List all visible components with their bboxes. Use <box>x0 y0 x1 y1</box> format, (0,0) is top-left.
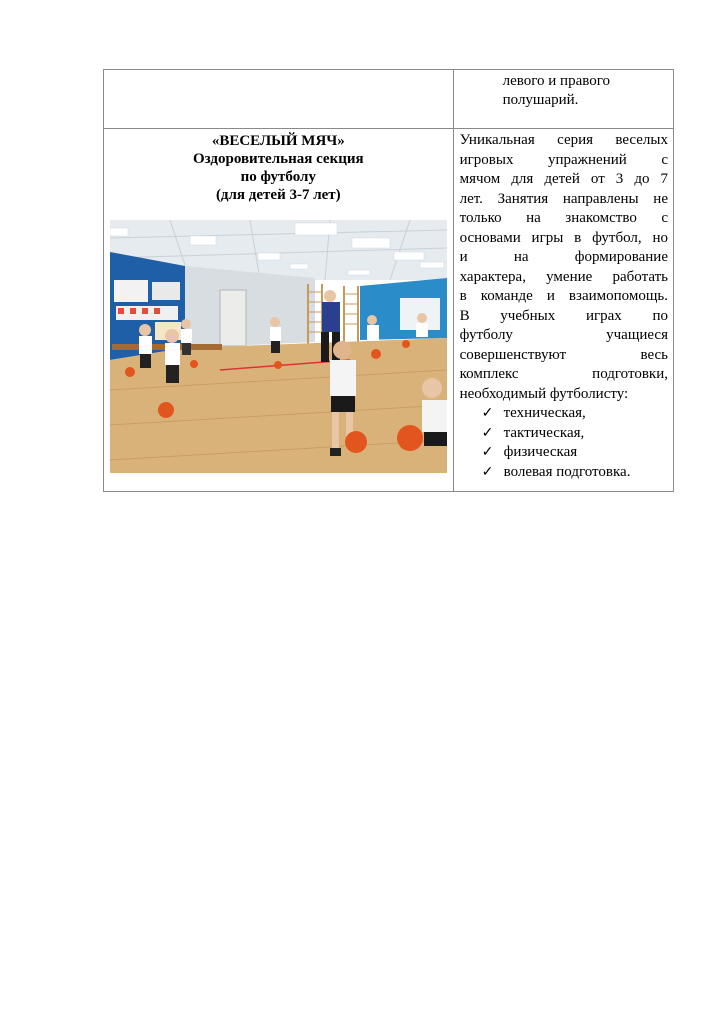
section-heading <box>104 129 453 204</box>
description-line: мячом для детей от 3 до 7 <box>459 171 668 187</box>
section-title: «ВЕСЕЛЫЙ МЯЧ» <box>211 133 345 149</box>
description-cell <box>453 129 673 492</box>
checkmark-icon: ✓ <box>481 425 494 441</box>
checklist-item <box>482 404 668 424</box>
description-line: совершенствуют весь <box>459 346 668 363</box>
description-line: футболу учащиеся <box>459 327 668 343</box>
description-line: в команде и взаимопомощь. <box>459 288 668 304</box>
description-line: лет. Занятия направлены не <box>459 190 668 207</box>
football-class-photo <box>110 220 447 473</box>
checklist-item-label: физическая <box>503 444 578 460</box>
training-checklist <box>460 404 668 482</box>
section-subtitle-sport: по футболу <box>240 169 316 185</box>
table-row <box>104 129 674 492</box>
checklist-item <box>482 424 668 444</box>
checklist-item <box>482 463 668 483</box>
checkmark-icon: ✓ <box>481 406 494 421</box>
description-line: В учебных играх по <box>459 307 668 324</box>
description-line: необходимый футболисту: <box>459 385 629 402</box>
program-table <box>103 69 674 492</box>
table-cell-continuation <box>453 70 673 129</box>
checklist-item-label: техническая, <box>503 405 586 421</box>
section-cell <box>104 129 454 492</box>
description-line: игровых упражнений с <box>459 151 668 168</box>
description-line: только на знакомство с <box>459 210 668 226</box>
checkmark-icon: ✓ <box>481 464 494 480</box>
section-subtitle: Оздоровительная секция <box>192 151 364 167</box>
description-line: Уникальная серия веселых <box>459 132 668 148</box>
table-row <box>104 70 674 129</box>
checklist-item <box>482 443 668 463</box>
checklist-item-label: тактическая, <box>503 424 585 441</box>
description-line: основами игры в футбол, но <box>459 229 668 246</box>
continuation-line: левого и правого <box>502 73 610 89</box>
continuation-line: полушарий. <box>502 92 579 108</box>
table-cell-empty <box>104 70 454 129</box>
description-line: характера, умение работать <box>459 268 668 285</box>
section-age: (для детей 3-7 лет) <box>215 187 341 203</box>
description-line: и на формирование <box>459 249 668 265</box>
checkmark-icon: ✓ <box>481 445 494 460</box>
description-line: комплекс подготовки, <box>459 366 668 382</box>
checklist-item-label: волевая подготовка. <box>503 463 631 480</box>
